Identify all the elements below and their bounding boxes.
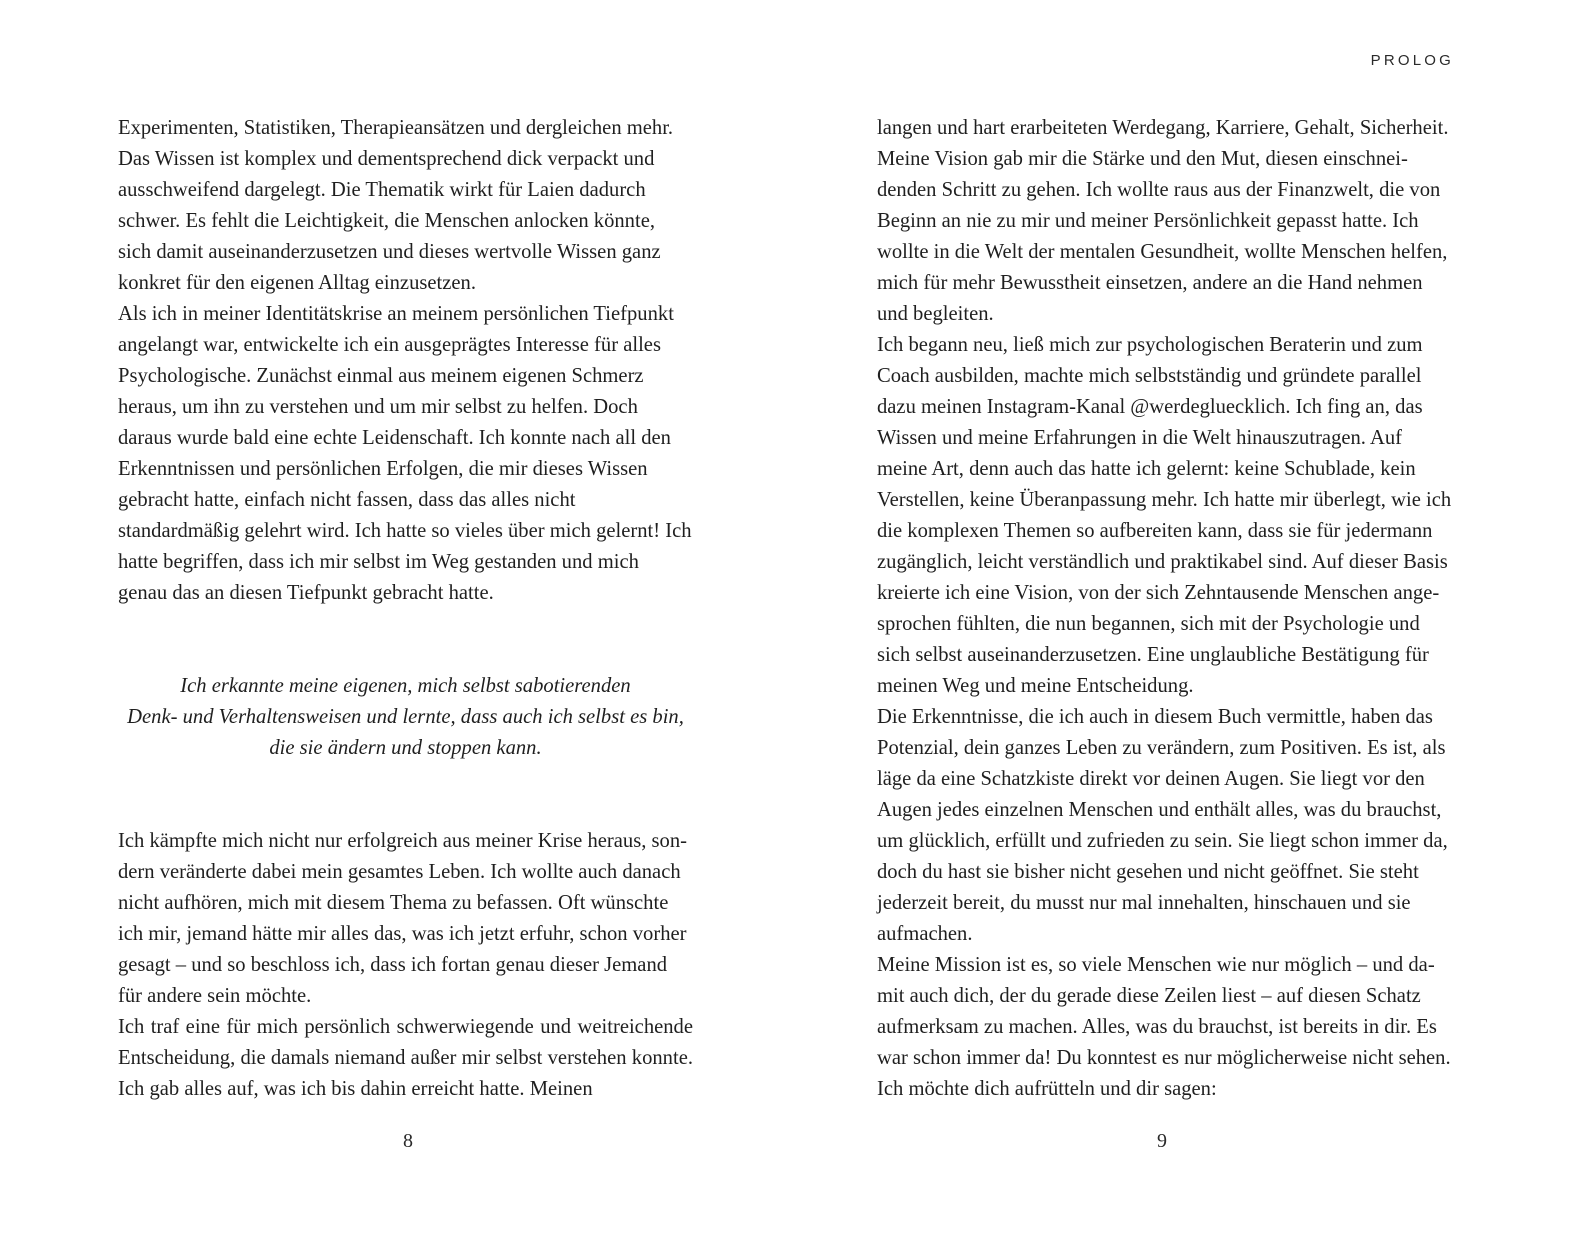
- left-paragraph-2: Als ich in meiner Identitätskrise an meinem persönlichen Tiefpunkt angelangt war, entwickelte ich ein ausgeprägtes Interesse für alles Psychologische. Zunächst einmal aus meinem eigenen Schmerz heraus, um ihn zu verstehen und um mir selbst zu helfen. Doch daraus wurde bald eine echte Leidenschaft. Ich konnte nach all den Erkenntnissen und persönlichen Erfolgen, die mir dieses Wissen gebracht hatte, einfach nicht fassen, dass das alles nicht standardmäßig gelehrt wird. Ich hatte so vieles über mich gelernt! Ich hatte begriffen, dass ich mir selbst im Weg gestanden und mich genau das an diesen Tiefpunkt gebracht hatte.: [118, 303, 692, 604]
- page-number-left: 8: [403, 1130, 413, 1152]
- right-page: [797, 0, 1594, 1240]
- left-paragraph-3: Ich kämpfte mich nicht nur erfolgreich aus meiner Krise heraus, sondern veränderte dabei mein gesamtes Leben. Ich wollte auch danach nicht aufhören, mich mit diesem Thema zu befassen. Oft wünschte ich mir, jemand hätte mir alles das, was ich jetzt erfuhr, schon vorher gesagt – und so beschloss ich, dass ich fortan genau dieser Jemand für andere sein möchte.: [118, 830, 687, 1007]
- right-paragraph-4: Meine Mission ist es, so viele Menschen wie nur möglich – und damit auch dich, der du gerade diese Zeilen liest – auf diesen Schatz aufmerksam zu machen. Alles, was du brauchst, ist bereits in dir. Es war schon immer da! Du konntest es nur möglicherweise nicht sehen. Ich möchte dich aufrütteln und dir sagen:: [877, 954, 1451, 1100]
- pull-quote-line-3: die sie ändern und stoppen kann.: [269, 737, 542, 759]
- pull-quote-line-1: Ich erkannte meine eigenen, mich selbst sabotierenden: [180, 675, 631, 697]
- left-paragraph-1: Experimenten, Statistiken, Therapieansätzen und dergleichen mehr. Das Wissen ist komplex und dementsprechend dick verpackt und ausschweifend dargelegt. Die Thematik wirkt für Laien dadurch schwer. Es fehlt die Leichtigkeit, die Menschen anlocken könnte, sich damit auseinanderzusetzen und dieses wertvolle Wissen ganz konkret für den eigenen Alltag einzusetzen.: [118, 117, 674, 294]
- right-page-body: [877, 113, 1452, 1105]
- running-head: PROLOG: [1370, 52, 1454, 69]
- page-number-right: 9: [1157, 1130, 1167, 1152]
- right-paragraph-1: langen und hart erarbeiteten Werdegang, Karriere, Gehalt, Sicherheit. Meine Vision gab mir die Stärke und den Mut, diesen einschneidenden Schritt zu gehen. Ich wollte raus aus der Finanzwelt, die von Beginn an nie zu mir und meiner Persönlichkeit gepasst hatte. Ich wollte in die Welt der mentalen Gesundheit, wollte Menschen helfen, mich für mehr Bewusstheit einsetzen, andere an die Hand nehmen und begleiten.: [877, 117, 1449, 325]
- right-paragraph-2: Ich begann neu, ließ mich zur psychologischen Beraterin und zum Coach ausbilden, machte mich selbstständig und gründete parallel dazu meinen Instagram-Kanal @werdegluecklich. Ich fing an, das Wissen und meine Erfahrungen in die Welt hinauszutragen. Auf meine Art, denn auch das hatte ich gelernt: keine Schublade, kein Verstellen, keine Überanpassung mehr. Ich hatte mir überlegt, wie ich die komplexen Themen so aufbereiten kann, dass sie für jedermann zugänglich, leicht verständlich und praktikabel sind. Auf dieser Basis kreierte ich eine Vision, von der sich Zehntausende Menschen angesprochen fühlten, die nun begannen, sich mit der Psychologie und sich selbst auseinanderzusetzen. Eine unglaubliche Bestätigung für meinen Weg und meine Entscheidung.: [877, 334, 1452, 697]
- pull-quote-line-2: Denk- und Verhaltensweisen und lernte, dass auch ich selbst es bin,: [127, 706, 684, 728]
- right-paragraph-3: Die Erkenntnisse, die ich auch in diesem Buch vermittle, haben das Potenzial, dein ganzes Leben zu verändern, zum Positiven. Es ist, als läge da eine Schatzkiste direkt vor deinen Augen. Sie liegt vor den Augen jedes einzelnen Menschen und enthält alles, was du brauchst, um glücklich, erfüllt und zufrieden zu sein. Sie liegt schon immer da, doch du hast sie bisher nicht gesehen und nicht geöffnet. Sie steht jederzeit bereit, du musst nur mal innehalten, hinschauen und sie aufmachen.: [877, 706, 1448, 945]
- left-paragraph-4: Ich traf eine für mich persönlich schwerwiegende und weitreichende Entscheidung, die damals niemand außer mir selbst verstehen konnte. Ich gab alles auf, was ich bis dahin erreicht hatte. Meinen: [118, 1016, 693, 1100]
- left-page-body: [118, 113, 693, 1105]
- pull-quote: [118, 671, 693, 764]
